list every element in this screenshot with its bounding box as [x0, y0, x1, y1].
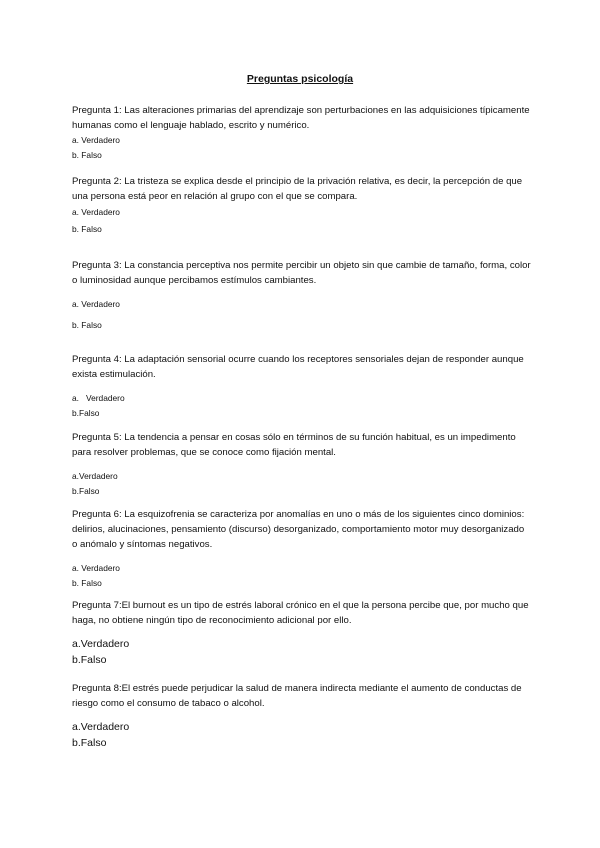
question-1-option-a: a. Verdadero: [72, 135, 120, 145]
document-title: Preguntas psicología: [246, 73, 354, 85]
question-6-text: Pregunta 6: La esquizofrenia se caracteriza por anomalías en uno o más de los siguientes cinco dominios: delirios, alucinaciones, pensamiento (discurso) desorganizado, comportamiento motor muy desorganizado o anómalo y síntomas negativos.: [72, 509, 525, 550]
question-8: [72, 681, 532, 751]
question-2-option-b: b. Falso: [72, 224, 102, 234]
question-8-text: Pregunta 8:El estrés puede perjudicar la salud de manera indirecta mediante el aumento de conductas de riesgo como el consumo de tabaco o alcohol.: [72, 683, 522, 709]
question-4-option-a: a. Verdadero: [72, 393, 125, 403]
question-7-option-b: b.Falso: [72, 653, 107, 666]
question-4-option-b: b.Falso: [72, 408, 100, 418]
question-3-text: Pregunta 3: La constancia perceptiva nos permite percibir un objeto sin que cambie de tamaño, forma, color o luminosidad aunque percibamos estímulos cambiantes.: [72, 260, 531, 286]
question-3-option-b: b. Falso: [72, 320, 102, 330]
question-2-option-a: a. Verdadero: [72, 207, 120, 217]
question-5-option-a: a.Verdadero: [72, 471, 118, 481]
question-6: [72, 507, 532, 591]
question-6-option-b: b. Falso: [72, 578, 102, 588]
question-3: [72, 258, 532, 333]
question-8-option-a: a.Verdadero: [72, 721, 130, 733]
question-6-option-a: a. Verdadero: [72, 563, 120, 573]
question-4-text: Pregunta 4: La adaptación sensorial ocurre cuando los receptores sensoriales dejan de responder aunque exista estimulación.: [72, 354, 524, 380]
question-1: [72, 103, 532, 163]
question-7-option-a: a.Verdadero: [72, 638, 130, 650]
question-5-option-b: b.Falso: [72, 486, 100, 496]
question-5: [72, 430, 532, 499]
question-1-option-b: b. Falso: [72, 150, 102, 160]
question-3-option-a: a. Verdadero: [72, 299, 120, 309]
question-8-option-b: b.Falso: [72, 736, 107, 749]
question-2-text: Pregunta 2: La tristeza se explica desde el principio de la privación relativa, es decir, la percepción de que una persona está peor en relación al grupo con el que se compara.: [72, 176, 523, 202]
question-1-text: Pregunta 1: Las alteraciones primarias del aprendizaje son perturbaciones en las adquisiciones típicamente humanas como el lenguaje hablado, escrito y numérico.: [72, 105, 530, 131]
question-5-text: Pregunta 5: La tendencia a pensar en cosas sólo en términos de su función habitual, es un impedimento para resolver problemas, que se conoce como fijación mental.: [72, 432, 516, 458]
question-2: [72, 174, 532, 238]
question-7: [72, 598, 532, 668]
question-4: [72, 352, 532, 421]
question-7-text: Pregunta 7:El burnout es un tipo de estrés laboral crónico en el que la persona percibe que, por mucho que haga, no obtiene ningún tipo de reconocimiento adicional por ello.: [72, 600, 529, 626]
